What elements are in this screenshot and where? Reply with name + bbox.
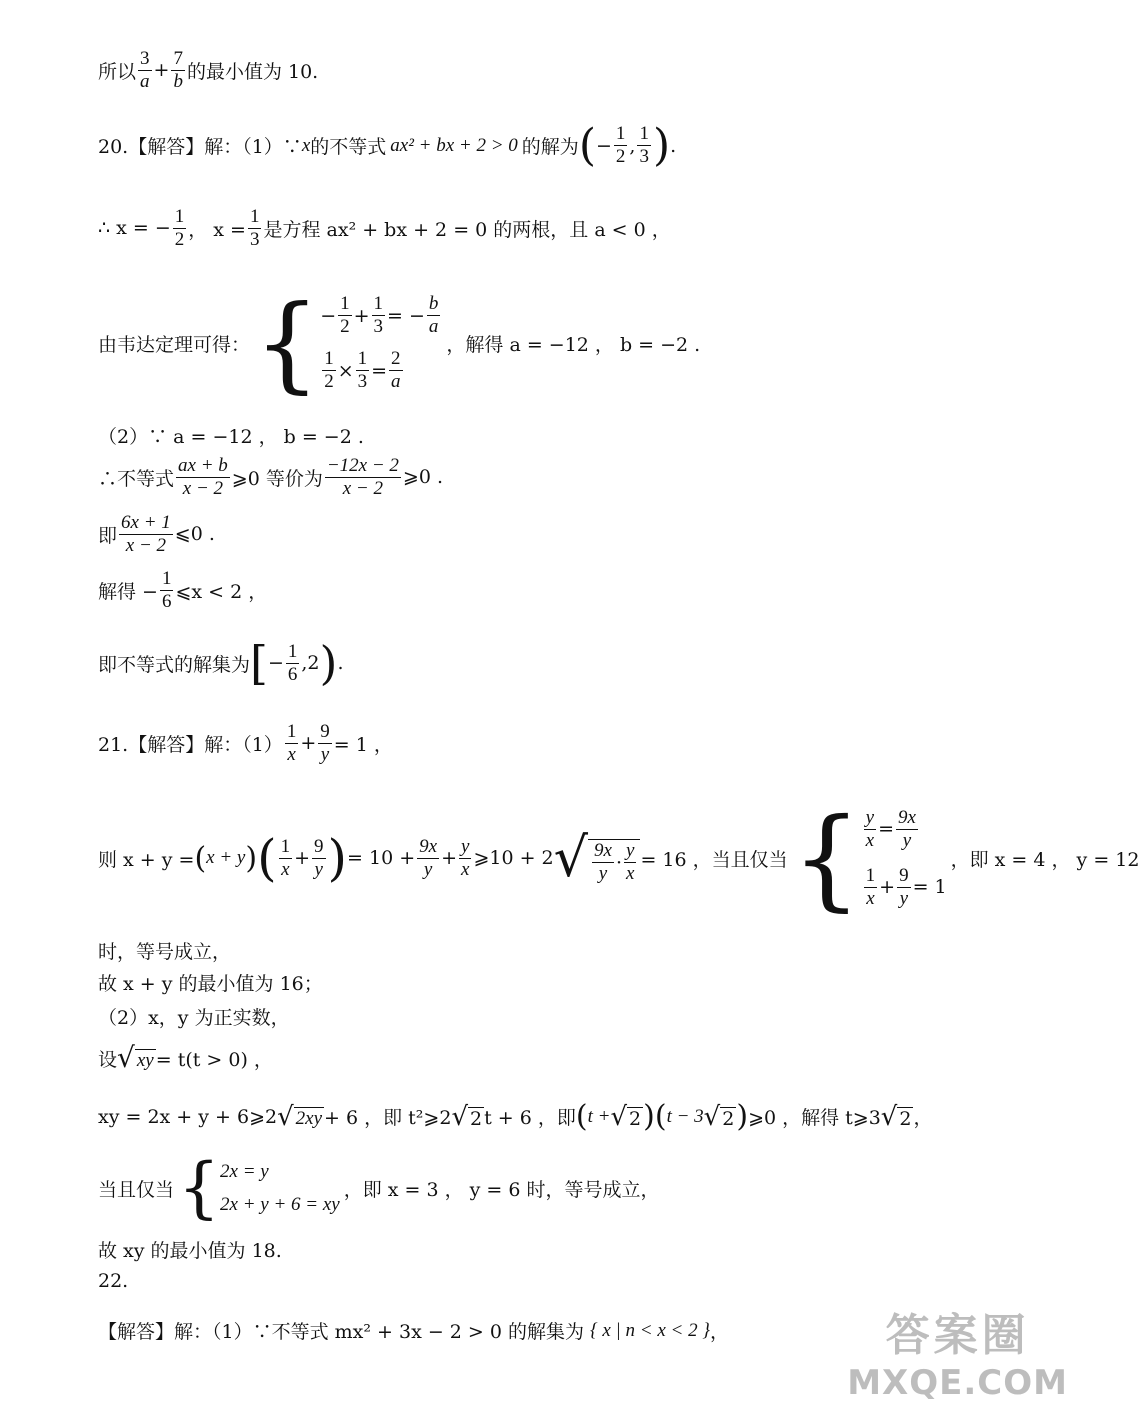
fraction bbox=[312, 836, 326, 881]
numerator: 3 bbox=[140, 48, 150, 69]
numerator: 1 bbox=[373, 293, 384, 315]
expression: t + bbox=[587, 1105, 611, 1127]
denominator: 2 bbox=[324, 371, 334, 392]
q20-inequality bbox=[98, 455, 443, 500]
denominator: x − 2 bbox=[182, 477, 224, 499]
numerator: y bbox=[461, 835, 470, 857]
denominator: a bbox=[391, 371, 401, 392]
denominator: y bbox=[320, 743, 330, 765]
q20-solution-set: 即不等式的解集为 [ − $\frac{1}{6}$ ,2 ) . bbox=[98, 636, 344, 690]
q20-part2 bbox=[98, 422, 364, 449]
square-root: √ 2 bbox=[703, 1101, 735, 1132]
denominator: x bbox=[865, 829, 875, 851]
q21-when bbox=[98, 1149, 660, 1226]
square-root: √ 2 bbox=[880, 1101, 912, 1132]
expression: t − 3 bbox=[666, 1105, 704, 1127]
radicand: 2 bbox=[722, 1107, 735, 1130]
radicand: 2 bbox=[629, 1107, 642, 1130]
text: （2）x，y 为正实数， bbox=[98, 1007, 290, 1029]
text: 则 x + y = bbox=[98, 848, 195, 871]
q21-part2 bbox=[98, 1003, 290, 1030]
plus: + bbox=[153, 59, 170, 82]
denominator: x bbox=[866, 887, 875, 909]
text: ⩽x < 2 ， bbox=[175, 580, 268, 603]
denominator: y bbox=[314, 858, 323, 880]
fraction bbox=[592, 840, 614, 885]
text: 即 bbox=[98, 524, 118, 547]
text: ⩾0 等价为 bbox=[231, 467, 323, 490]
denominator: x − 2 bbox=[125, 534, 167, 556]
q22-number bbox=[98, 1270, 128, 1292]
denominator: 6 bbox=[287, 663, 298, 685]
fraction bbox=[285, 721, 299, 766]
fraction bbox=[389, 348, 403, 393]
text: 所以 bbox=[98, 60, 137, 83]
fraction bbox=[614, 123, 628, 168]
text: = 1 ， bbox=[333, 733, 393, 756]
square-root: √ 2xy bbox=[277, 1101, 323, 1132]
denominator: 3 bbox=[249, 228, 260, 250]
text: ， bbox=[913, 1107, 933, 1129]
denominator: a bbox=[140, 70, 150, 92]
fraction bbox=[897, 865, 911, 910]
numerator: 6x + 1 bbox=[121, 512, 171, 533]
expression: ax² + bx + 2 > 0 bbox=[390, 134, 518, 156]
text: 【解答】解：（1）∵不等式 mx² + 3x − 2 > 0 的解集为 bbox=[98, 1321, 584, 1343]
q20-ji bbox=[98, 512, 215, 557]
text: ， bbox=[709, 1321, 729, 1343]
fraction bbox=[173, 206, 187, 251]
q20-solve bbox=[98, 568, 267, 613]
watermark-top: 答案圈 bbox=[885, 1310, 1030, 1361]
paren-right: ) bbox=[652, 120, 671, 171]
brace-icon: { bbox=[791, 794, 862, 922]
line-min-value-10 bbox=[98, 48, 318, 93]
denominator: x bbox=[626, 863, 635, 885]
text: t + 6 ，即 bbox=[484, 1107, 576, 1129]
fraction bbox=[176, 455, 230, 500]
fraction bbox=[896, 807, 918, 852]
fraction bbox=[372, 293, 386, 338]
solution-set: { x | n < x < 2 } bbox=[590, 1319, 710, 1341]
q21-heading: 21.【解答】解：（1） $\frac{1}{x}$ + $\frac{9}{y}$ = 1 ， bbox=[98, 721, 393, 765]
q21-shi bbox=[98, 937, 231, 964]
denominator: a bbox=[428, 316, 439, 337]
equation-system: { $\frac{y}{x}$ = $\frac{9x}{y}$ $\frac{1}{x}$ + $\frac{9}{y}$ = 1 bbox=[791, 794, 947, 922]
denominator: y bbox=[902, 829, 912, 851]
numerator: 1 bbox=[280, 835, 291, 857]
q22-heading bbox=[98, 1317, 729, 1344]
text: ,2 bbox=[301, 652, 320, 674]
radicand: 2 bbox=[470, 1107, 483, 1130]
text: 故 xy 的最小值为 18. bbox=[98, 1240, 282, 1262]
fraction bbox=[417, 836, 439, 881]
expression: x + y bbox=[206, 847, 246, 868]
fraction bbox=[318, 721, 332, 766]
text: = t(t > 0) ， bbox=[155, 1048, 273, 1071]
numerator: 9x bbox=[594, 840, 612, 862]
square-root: √ 2 bbox=[610, 1101, 642, 1132]
numerator: 1 bbox=[340, 293, 350, 315]
denominator: 2 bbox=[615, 146, 626, 167]
numerator: ax + b bbox=[178, 455, 228, 476]
fraction bbox=[325, 455, 401, 500]
text: 20.【解答】解：（1）∵ bbox=[98, 136, 302, 158]
numerator: −12x − 2 bbox=[326, 455, 399, 476]
brace-icon: { bbox=[178, 1149, 221, 1226]
text: ，解得 a = −12 ， b = −2 . bbox=[446, 333, 701, 356]
q21-min18 bbox=[98, 1236, 282, 1263]
text: 由韦达定理可得： bbox=[98, 333, 251, 356]
equation-system: { − $\frac{1}{2}$ + $\frac{1}{3}$ = − $\frac{b}{a}$ $\frac{1}{2}$ × $\frac{1}{3}$ = $\frac{2}{a}$ bbox=[254, 282, 439, 404]
fraction bbox=[864, 807, 876, 852]
numerator: 1 bbox=[287, 640, 298, 662]
q21-min16 bbox=[98, 969, 323, 996]
numerator: 1 bbox=[161, 568, 172, 589]
numerator: 9 bbox=[320, 721, 330, 742]
text: ⩾10 + 2 bbox=[473, 847, 554, 869]
text: 解得 − bbox=[98, 580, 158, 603]
numerator: 2 bbox=[391, 348, 401, 370]
numerator: 9 bbox=[899, 864, 909, 886]
numerator: 1 bbox=[865, 864, 876, 886]
square-root: √ 2 bbox=[451, 1101, 483, 1132]
fraction bbox=[286, 641, 300, 686]
paren-right: ) bbox=[319, 636, 338, 690]
fraction bbox=[356, 348, 370, 393]
denominator: 2 bbox=[340, 316, 350, 337]
text: ， x = bbox=[188, 218, 246, 241]
text: ∴ x = − bbox=[98, 217, 171, 240]
text: = bbox=[371, 359, 388, 382]
text: 故 x + y 的最小值为 16； bbox=[98, 973, 323, 995]
numerator: 9x bbox=[898, 806, 916, 828]
numerator: 1 bbox=[615, 123, 626, 145]
numerator: 9x bbox=[419, 835, 438, 857]
text: . bbox=[337, 652, 344, 674]
denominator: x bbox=[287, 743, 296, 765]
equation-system bbox=[178, 1149, 340, 1226]
text: 的不等式 bbox=[310, 136, 387, 158]
var: x bbox=[301, 134, 311, 156]
numerator: y bbox=[626, 840, 635, 862]
numerator: 1 bbox=[324, 348, 334, 370]
square-root: √ xy bbox=[117, 1041, 154, 1074]
radicand: xy bbox=[136, 1050, 154, 1071]
denominator: 3 bbox=[373, 316, 384, 337]
numerator: 1 bbox=[174, 206, 185, 227]
bracket-left: [ bbox=[250, 636, 268, 690]
equation: 2x = y bbox=[220, 1160, 269, 1182]
denominator: y bbox=[423, 858, 433, 880]
numerator: y bbox=[865, 806, 875, 828]
text: 21.【解答】解：（1） bbox=[98, 733, 283, 756]
numerator: 7 bbox=[173, 48, 183, 69]
text: + 6 ，即 t²⩾2 bbox=[324, 1107, 452, 1129]
denominator: x bbox=[461, 858, 470, 880]
denominator: b bbox=[173, 70, 183, 92]
text: ，即 x = 3 ， y = 6 时，等号成立， bbox=[343, 1178, 660, 1201]
denominator: 3 bbox=[639, 146, 649, 167]
numerator: 1 bbox=[286, 721, 297, 742]
fraction bbox=[119, 512, 173, 557]
fraction bbox=[864, 865, 878, 910]
text: 当且仅当 bbox=[98, 1178, 175, 1201]
text: xy = 2x + y + 6⩾2 bbox=[98, 1105, 278, 1128]
fraction bbox=[322, 348, 336, 393]
text: = 1 bbox=[912, 876, 947, 898]
fraction bbox=[624, 840, 636, 885]
q21-sub bbox=[98, 1041, 273, 1074]
q21-ineq: xy = 2x + y + 6⩾2 √ 2xy + 6 ，即 t²⩾2 √ 2 t + 6 ，即 ( t + √ 2 ) ( t − 3 √ 2 ) ⩾0 ，解得 t⩾3 √ 2 ， bbox=[98, 1099, 933, 1134]
text: 的解为 bbox=[521, 136, 579, 158]
text: = 16 ，当且仅当 bbox=[640, 848, 788, 871]
fraction bbox=[427, 293, 441, 338]
fraction bbox=[279, 836, 293, 881]
text: ⩾0 . bbox=[402, 466, 444, 489]
text: = 10 + bbox=[347, 847, 416, 869]
q20-roots bbox=[98, 206, 671, 251]
numerator: b bbox=[428, 293, 439, 315]
text: ∴不等式 bbox=[98, 467, 175, 490]
fraction bbox=[637, 123, 651, 168]
square-root: √ $\frac{9x}{y}$ · $\frac{y}{x}$ bbox=[554, 831, 641, 885]
brace-icon: { bbox=[254, 282, 321, 404]
numerator: 9 bbox=[314, 835, 324, 857]
q20-vieta bbox=[98, 282, 701, 404]
denominator: 3 bbox=[357, 371, 368, 392]
q20-heading: 20.【解答】解：（1）∵ x 的不等式 ax² + bx + 2 > 0 的解为 ( − $\frac{1}{2}$ , $\frac{1}{3}$ ) . bbox=[98, 120, 677, 171]
denominator: x − 2 bbox=[342, 477, 384, 499]
numerator: 1 bbox=[639, 123, 649, 145]
watermark-bottom: MXQE.COM bbox=[847, 1363, 1068, 1403]
fraction bbox=[248, 206, 262, 251]
text: 是方程 ax² + bx + 2 = 0 的两根，且 a < 0 ， bbox=[263, 218, 671, 241]
fraction bbox=[138, 48, 152, 93]
numerator: 1 bbox=[357, 348, 368, 370]
radicand: 2 bbox=[899, 1107, 912, 1130]
paren-left: ( bbox=[578, 120, 596, 171]
denominator: 6 bbox=[161, 590, 172, 612]
radicand: 2xy bbox=[295, 1107, 323, 1129]
text: 设 bbox=[98, 1048, 118, 1071]
text: ，即 x = 4 ， y = 12 bbox=[950, 848, 1139, 871]
fraction bbox=[171, 48, 185, 93]
fraction bbox=[338, 293, 352, 338]
text: = − bbox=[387, 304, 425, 327]
text: （2）∵ a = −12 ， b = −2 . bbox=[98, 426, 364, 448]
fraction bbox=[459, 836, 471, 881]
watermark-logo bbox=[847, 1299, 1068, 1403]
text: 的最小值为 10. bbox=[186, 60, 319, 83]
equation: 2x + y + 6 = xy bbox=[220, 1193, 340, 1215]
text: ⩽0 . bbox=[174, 523, 215, 546]
text: ⩾0 ，解得 t⩾3 bbox=[748, 1107, 881, 1129]
fraction bbox=[160, 568, 174, 613]
text: 22. bbox=[98, 1270, 129, 1292]
text: 即不等式的解集为 bbox=[98, 653, 251, 676]
numerator: 1 bbox=[249, 206, 260, 227]
text: 时，等号成立， bbox=[98, 941, 232, 963]
q21-derivation: 则 x + y = ( x + y ) ( $\frac{1}{x}$ + $\frac{9}{y}$ ) = 10 + $\frac{9x}{y}$ + $\frac{y}{x}$ ⩾10 + 2 √ $\frac{9x}{y}$ · $\frac{y}{x}$ = 16 ，当且仅当 { $\frac{y}{x}$ = $\frac{9x}{y}$ $\frac{1}{x}$ + $\frac{9}{y}$ = 1 ，即 x = 4 ， y = 12 bbox=[98, 794, 1139, 922]
denominator: 2 bbox=[174, 228, 185, 250]
denominator: x bbox=[281, 858, 290, 880]
denominator: y bbox=[899, 887, 909, 909]
denominator: y bbox=[598, 863, 608, 885]
